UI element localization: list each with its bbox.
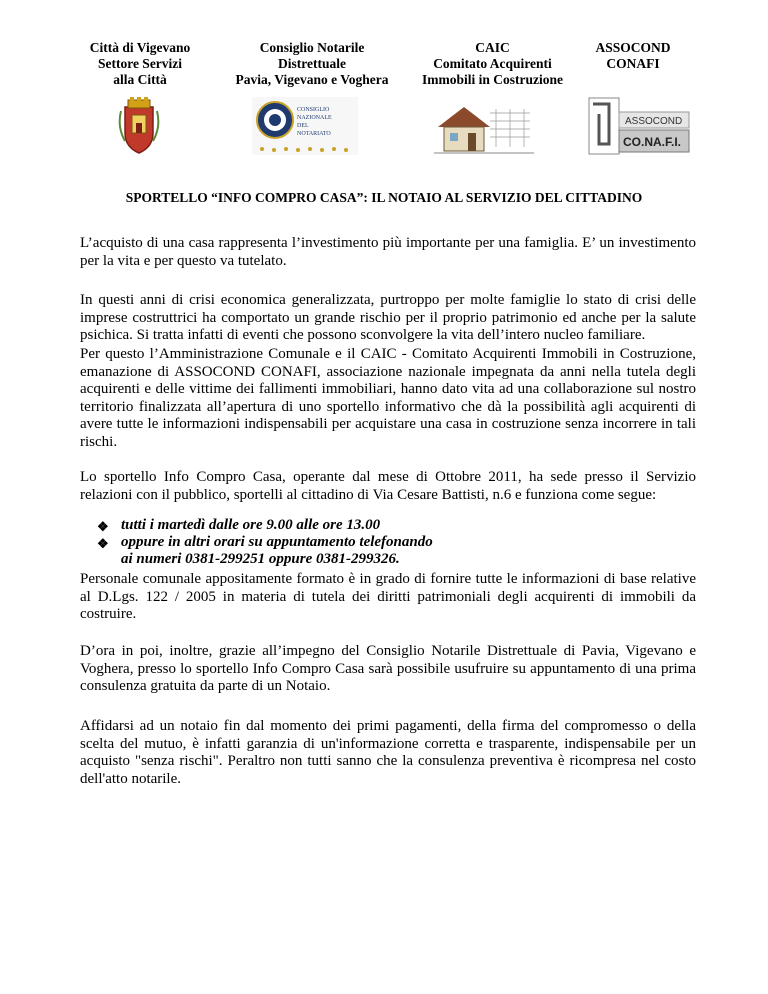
diamond-bullet-icon: ❖ <box>97 519 109 534</box>
header-city-of-vigevano <box>70 40 210 88</box>
list-item <box>97 517 697 534</box>
notai-logo-text: CONSIGLIO <box>297 107 330 113</box>
paragraph: Per questo l’Amministrazione Comunale e il CAIC - Comitato Acquirenti Immobili in Costruzione, emanazione di ASSOCOND CONAFI, associazione nazionale impegnata da anni nella tutela degli acquirenti e delle vittime dei fallimenti immobiliari, hanno dato vita ad una collaborazione sul nostro territorio finalizzata all’apertura di uno sportello informativo che dà la possibilità agli acquirenti di avere tutte le informazioni indispensabili per acquistare una casa in costruzione senza incorrere in tali rischi. <box>80 346 696 450</box>
notariato-logo <box>252 97 358 155</box>
conafi-logo-text: CO.NA.F.I. <box>623 135 682 149</box>
document-title: SPORTELLO “INFO COMPRO CASA”: IL NOTAIO AL SERVIZIO DEL CITTADINO <box>125 190 643 205</box>
header-consiglio-notarile <box>222 40 402 88</box>
list-item-text: oppure in altri orari su appuntamento telefonando <box>121 534 433 550</box>
list-item-text: tutti i martedì dalle ore 9.00 alle ore 13.00 <box>121 517 381 533</box>
paragraph: L’acquisto di una casa rappresenta l’investimento più importante per una famiglia. E’ un investimento per la vita e per questo va tutelato. <box>80 235 696 269</box>
header-assocond-conafi <box>590 40 676 72</box>
list-item-text: ai numeri 0381-299251 oppure 0381-299326. <box>121 551 400 567</box>
header-line: ASSOCOND <box>595 40 671 55</box>
header-line: Immobili in Costruzione <box>421 72 563 87</box>
notai-logo-text: DEL <box>297 123 309 129</box>
header-line: Settore Servizi <box>97 56 183 71</box>
header-line: alla Città <box>113 72 167 87</box>
vigevano-crest-logo <box>117 97 161 155</box>
diamond-bullet-icon: ❖ <box>97 536 109 551</box>
header-line: Consiglio Notarile <box>259 40 365 55</box>
header-line: Città di Vigevano <box>89 40 191 55</box>
header-caic <box>405 40 580 88</box>
header-line: Pavia, Vigevano e Voghera <box>235 72 389 87</box>
opening-hours-list <box>97 517 697 568</box>
caic-house-logo <box>430 97 536 159</box>
header-line: Distrettuale <box>278 56 346 71</box>
list-item <box>97 534 697 568</box>
paragraph: Lo sportello Info Compro Casa, operante dal mese di Ottobre 2011, ha sede presso il Servizio relazioni con il pubblico, sportelli al cittadino di Via Cesare Battisti, n.6 e funziona come segue: <box>80 469 696 503</box>
header-line: CAIC <box>475 40 510 55</box>
notai-logo-text: NOTARIATO <box>297 131 331 137</box>
paragraph: Affidarsi ad un notaio fin dal momento dei primi pagamenti, della firma del compromesso o della scelta del mutuo, è infatti garanzia di un'informazione corretta e trasparente, indispensabile per un acquisto "senza rischi". Peraltro non tutti sanno che la consulenza preventiva è ricompresa nel costo dell'atto notarile. <box>80 718 696 787</box>
header-line: CONAFI <box>606 56 660 71</box>
assocond-logo-text: ASSOCOND <box>625 116 683 127</box>
notai-logo-text: NAZIONALE <box>297 115 332 121</box>
paragraph: In questi anni di crisi economica generalizzata, purtroppo per molte famiglie lo stato di crisi delle imprese costruttrici ha comportato un grande rischio per il proprio patrimonio ed anche per la salute psichica. Si tratta infatti di eventi che possono sconvolgere la vita dell’intero nucleo familiare. <box>80 292 696 343</box>
header-line: Comitato Acquirenti <box>433 56 552 71</box>
assocond-conafi-logo <box>585 94 691 158</box>
paragraph: D’ora in poi, inoltre, grazie all’impegno del Consiglio Notarile Distrettuale di Pavia, Vigevano e Voghera, presso lo sportello Info Compro Casa sarà possibile usufruire su appuntamento di una prima consulenza gratuita da parte di un Notaio. <box>80 643 696 694</box>
paragraph: Personale comunale appositamente formato è in grado di fornire tutte le informazioni di base relative al D.Lgs. 122 / 2005 in materia di tutela dei diritti patrimoniali degli acquirenti di immobili da costruire. <box>80 571 696 622</box>
